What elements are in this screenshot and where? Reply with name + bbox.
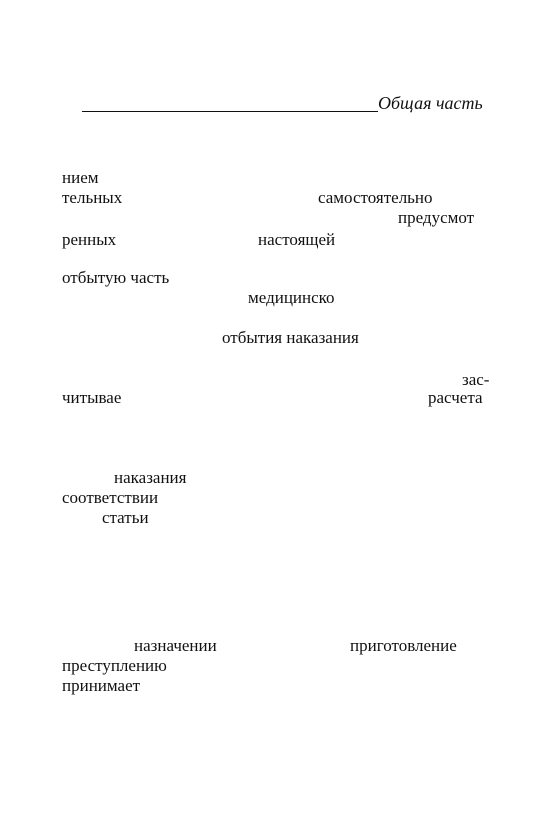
- section-title: Общая часть: [378, 93, 483, 113]
- text-fragment: преступлению: [62, 656, 167, 675]
- text-fragment: ренных: [62, 230, 117, 249]
- text-fragment: приготовление: [350, 636, 457, 655]
- text-fragment: отбытую часть: [62, 268, 170, 287]
- text-fragment: предусмот: [398, 208, 475, 227]
- text-fragment: назначении: [134, 636, 217, 655]
- text-fragment: отбытия наказания: [222, 328, 359, 347]
- text-fragment: наказания: [114, 468, 187, 487]
- text-fragment: зас-: [462, 370, 490, 389]
- text-fragment: нием: [62, 168, 99, 187]
- text-fragment: читывае: [62, 388, 122, 407]
- text-fragment: самостоятельно: [318, 188, 433, 207]
- text-fragment: принимает: [62, 676, 141, 695]
- text-fragment: статьи: [102, 508, 149, 527]
- text-fragment: расчета: [428, 388, 483, 407]
- text-fragment: медицинско: [248, 288, 335, 307]
- text-fragment: настоящей: [258, 230, 336, 249]
- text-fragment: соответствии: [62, 488, 159, 507]
- text-fragment: тельных: [62, 188, 123, 207]
- header-rule: [82, 111, 378, 112]
